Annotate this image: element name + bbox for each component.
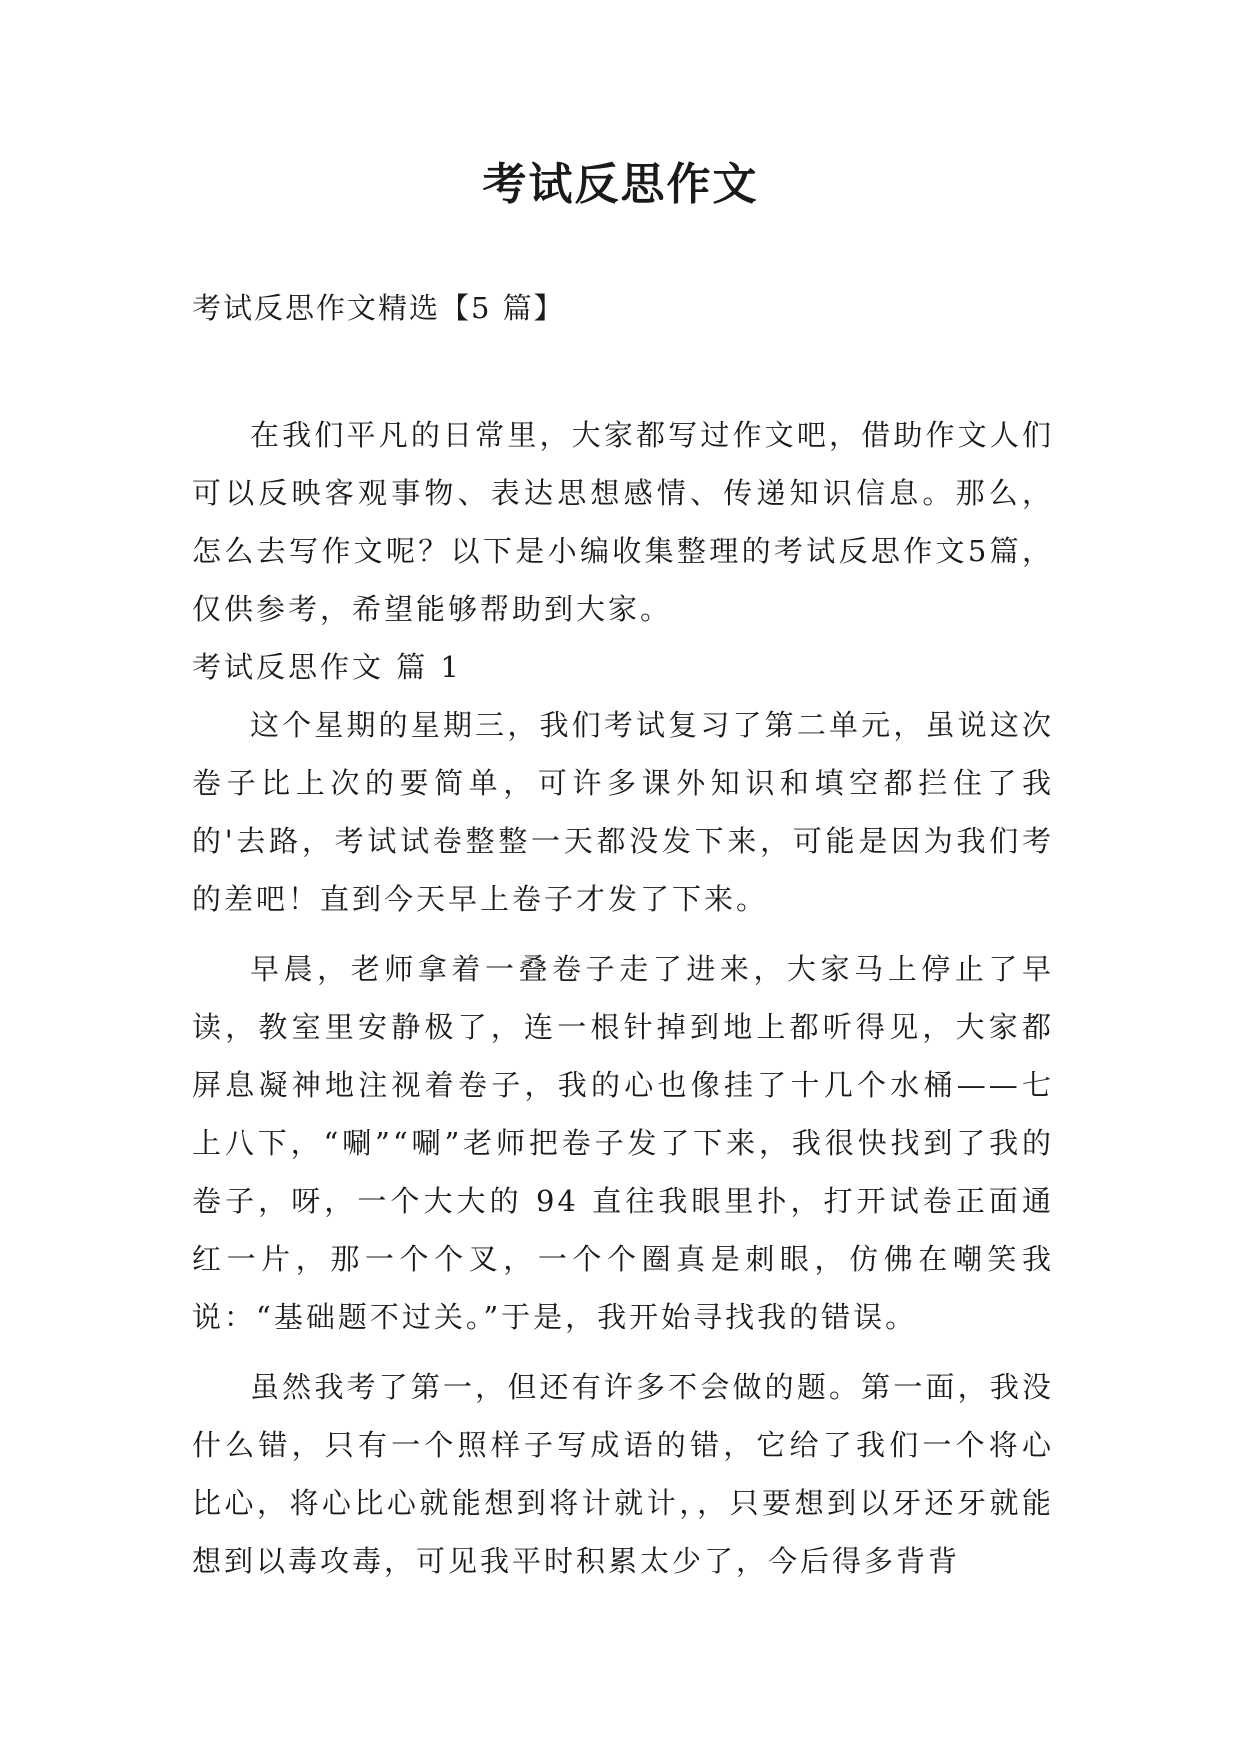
body-paragraph-1: 这个星期的星期三，我们考试复习了第二单元，虽说这次卷子比上次的要简单，可许多课外知识和填空都拦住了我的'去路，考试试卷整整一天都没发下来，可能是因为我们考的差吧！直到今天早上卷子才发了下来。 [192, 708, 1054, 916]
document-subtitle: 考试反思作文精选【5 篇】 [192, 291, 565, 325]
section-heading: 考试反思作文 篇 1 [192, 650, 462, 684]
document-body [192, 406, 1054, 1590]
body-paragraph-3: 虽然我考了第一，但还有许多不会做的题。第一面，我没什么错，只有一个照样子写成语的错，它给了我们一个将心比心，将心比心就能想到将计就计，，只要想到以牙还牙就能想到以毒攻毒，可见我平时积累太少了，今后得多背背 [192, 1370, 1054, 1578]
body-paragraph-2: 早晨，老师拿着一叠卷子走了进来，大家马上停止了早读，教室里安静极了，连一根针掉到地上都听得见，大家都屏息凝神地注视着卷子，我的心也像挂了十几个水桶——七上八下，“唰”“唰”老师把卷子发了下来，我很快找到了我的卷子，呀，一个大大的 94 直往我眼里扑，打开试卷正面通红一片，那一个个叉，一个个圈真是刺眼，仿佛在嘲笑我说：“基础题不过关。”于是，我开始寻找我的错误。 [192, 952, 1054, 1334]
document-title: 考试反思作文 [482, 159, 759, 210]
intro-paragraph: 在我们平凡的日常里，大家都写过作文吧，借助作文人们可以反映客观事物、表达思想感情、传递知识信息。那么，怎么去写作文呢？以下是小编收集整理的考试反思作文5篇，仅供参考，希望能够帮助到大家。 [192, 418, 1054, 626]
